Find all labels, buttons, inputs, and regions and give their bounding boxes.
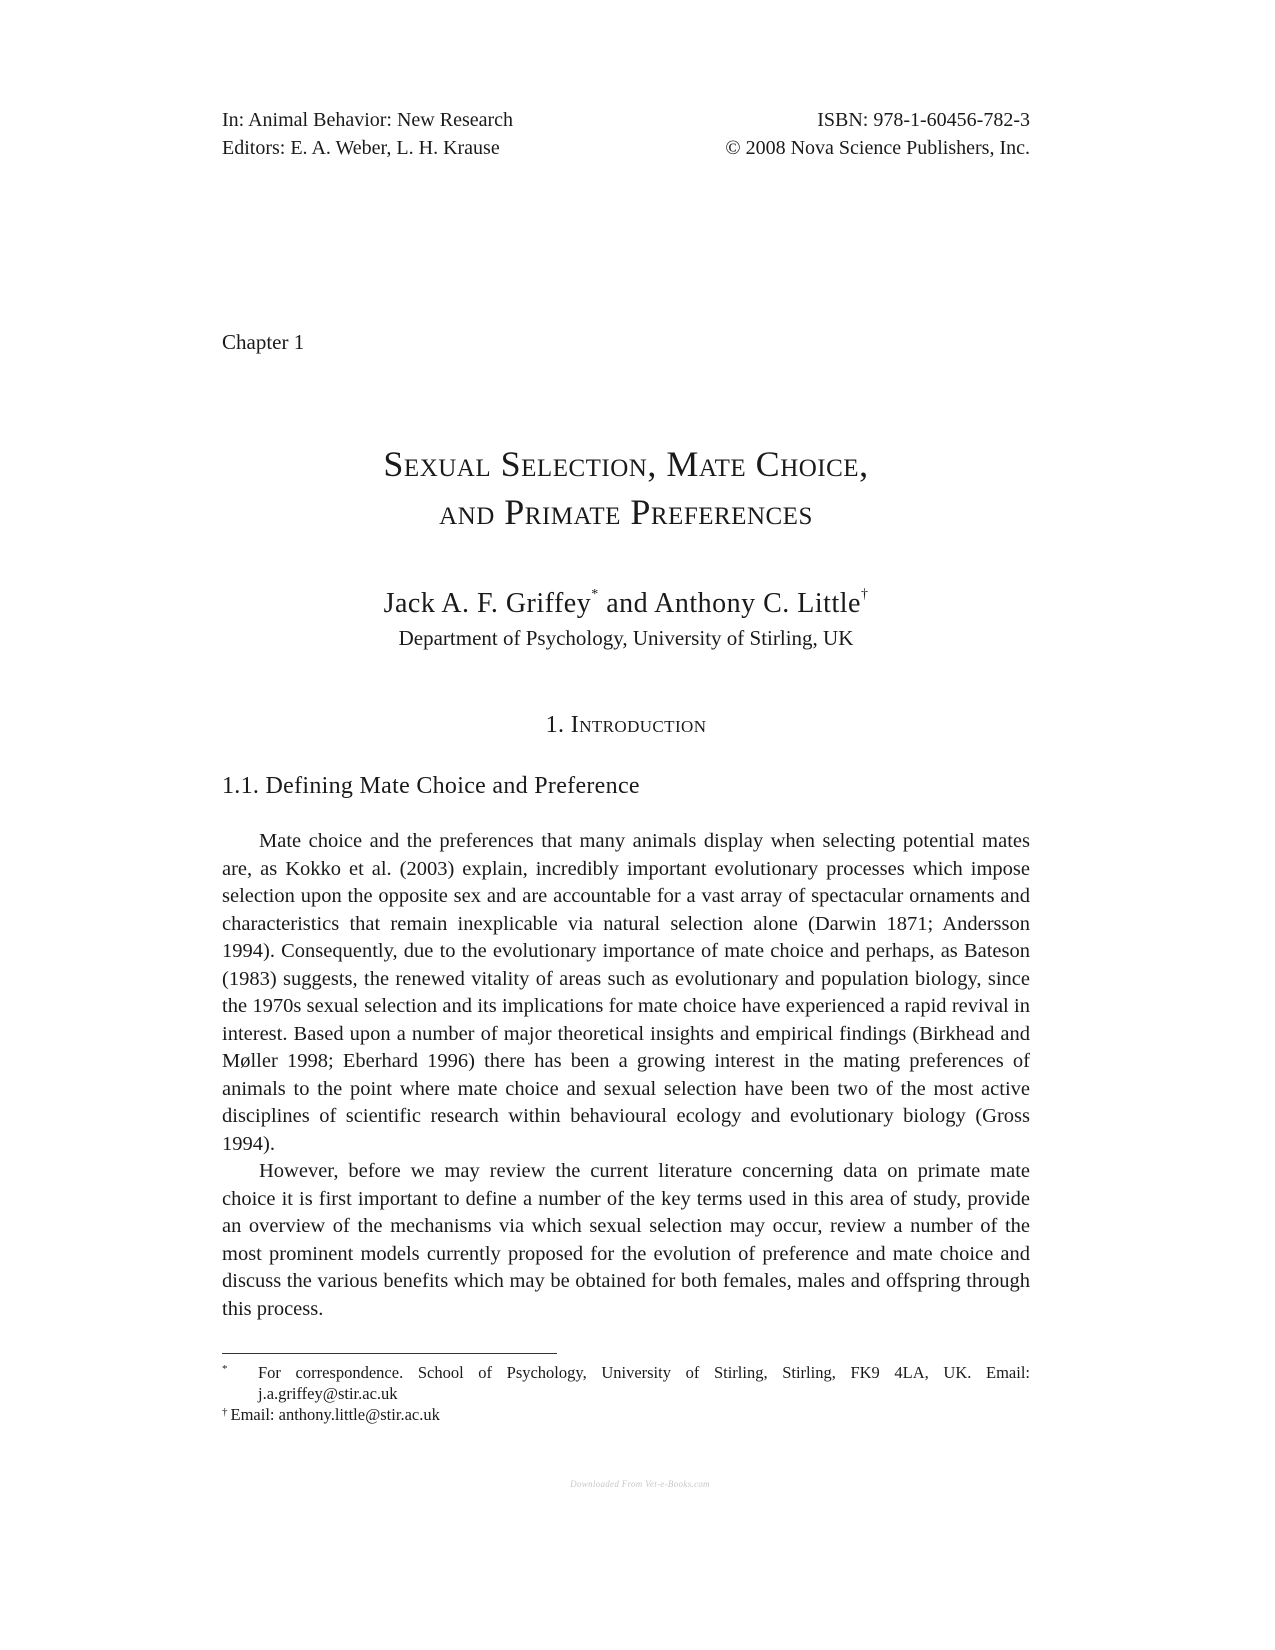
header-left [222,106,513,162]
footnote-1-mark: * [222,1363,228,1375]
book-title-line: In: Animal Behavior: New Research [222,109,514,131]
footnote-1 [222,1362,1030,1404]
section-heading: 1. Introduction [545,712,707,738]
author-2: Anthony C. Little [654,588,861,619]
isbn-line: ISBN: 978-1-60456-782-3 [817,109,1030,131]
footnote-2 [222,1404,1030,1428]
footnote-1-text: For correspondence. School of Psychology, University of Stirling, Stirling, FK9 4LA, UK. Email: j.a.griffey@stir.ac.uk [258,1363,1030,1403]
affiliation: Department of Psychology, University of Stirling, UK [398,626,854,650]
author-1: Jack A. F. Griffey [383,588,592,619]
chapter-title [222,440,1030,536]
chapter-label: Chapter 1 [222,330,305,354]
footnote-rule [222,1353,557,1354]
footnote-2-mark: † [222,1406,228,1418]
watermark: Downloaded From Vet-e-Books.com [570,1479,710,1489]
title-line-2: and Primate Preferences [439,492,813,532]
copyright-line: © 2008 Nova Science Publishers, Inc. [725,137,1030,159]
body-text [222,828,1030,1323]
author-1-footnote-mark: * [591,586,599,602]
author-2-footnote-mark: † [860,586,869,602]
header-right [660,106,1030,162]
paragraph-1: Mate choice and the preferences that many animals display when selecting potential mates are, as Kokko et al. (2003) explain, incredibly important evolutionary processes which impose selection upon the opposite sex and are accountable for a vast array of spectacular ornaments and characteristics that remain inexplicable via natural selection alone (Darwin 1871; Andersson 1994). Consequently, due to the evolutionary importance of mate choice and perhaps, as Bateson (1983) suggests, the renewed vitality of areas such as evolutionary and population biology, since the 1970s sexual selection and its implications for mate choice have experienced a rapid revival in interest. Based upon a number of major theoretical insights and empirical findings (Birkhead and Møller 1998; Eberhard 1996) there has been a growing interest in the mating preferences of animals to the point where mate choice and sexual selection have been two of the most active disciplines of scientific research within behavioural ecology and evolutionary biology (Gross 1994). [222,830,1030,1155]
paragraph-2: However, before we may review the current literature concerning data on primate mate choice it is first important to define a number of the key terms used in this area of study, provide an overview of the mechanisms via which sexual selection may occur, review a number of the most prominent models currently proposed for the evolution of preference and mate choice and discuss the various benefits which may be obtained for both females, males and offspring through this process. [222,1160,1030,1320]
author-connector: and [598,588,655,619]
editors-line: Editors: E. A. Weber, L. H. Krause [222,137,500,159]
footnote-2-text: Email: anthony.little@stir.ac.uk [230,1405,440,1424]
subsection-heading: 1.1. Defining Mate Choice and Preference [222,773,640,799]
authors-line [222,588,1030,620]
title-line-1: Sexual Selection, Mate Choice, [383,444,869,484]
footnotes [222,1362,1030,1428]
